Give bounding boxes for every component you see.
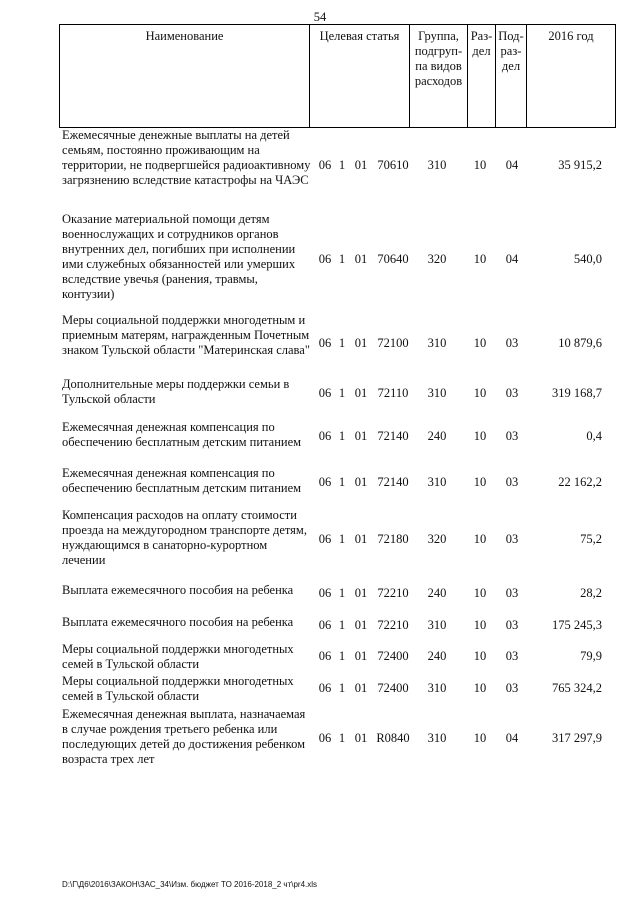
row-name: Выплата ежемесячного пособия на ребенка xyxy=(62,615,294,629)
target-subprogram: 1 xyxy=(338,475,346,489)
target-direction: R0840 xyxy=(376,730,410,745)
table-row xyxy=(0,313,640,373)
target-main-event: 01 xyxy=(354,251,368,266)
row-name: Меры социальной поддержки многодетных семей в Тульской области xyxy=(62,642,294,671)
subsection-code: 04 xyxy=(505,158,519,172)
target-direction: 72210 xyxy=(377,617,409,632)
subsection-code: 03 xyxy=(505,429,519,443)
table-row xyxy=(0,674,640,702)
amount-2016: 10 879,6 xyxy=(558,335,602,350)
target-direction: 72400 xyxy=(377,680,409,695)
subsection-code: 03 xyxy=(505,531,519,546)
amount-2016: 319 168,7 xyxy=(552,386,602,400)
target-main-event: 01 xyxy=(354,475,368,489)
target-direction: 72140 xyxy=(377,475,409,489)
target-main-event: 01 xyxy=(354,531,368,546)
target-program: 06 xyxy=(318,475,332,489)
section-code: 10 xyxy=(473,648,487,663)
target-subprogram: 1 xyxy=(338,680,346,695)
subsection-code: 03 xyxy=(505,648,519,663)
target-subprogram: 1 xyxy=(338,251,346,266)
amount-2016: 35 915,2 xyxy=(558,158,602,172)
target-direction: 72110 xyxy=(377,386,409,400)
group-code: 320 xyxy=(427,531,447,546)
target-main-event: 01 xyxy=(354,680,368,695)
row-name: Ежемесячная денежная компенсация по обеспечению бесплатным детским питанием xyxy=(62,466,302,495)
subsection-code: 03 xyxy=(505,475,519,489)
table-row xyxy=(0,508,640,570)
target-program: 06 xyxy=(318,680,332,695)
table-row xyxy=(0,583,640,603)
row-name: Ежемесячные денежные выплаты на детей семьям, постоянно проживающим на территории, не подвергшейся радиоактивному загрязнению вследствие катастрофы на ЧАЭС xyxy=(62,128,311,187)
row-name: Компенсация расходов на оплату стоимости проезда на междугородном транспорте детям, нуждающимся в санаторно-курортном лечении xyxy=(62,508,307,567)
amount-2016: 28,2 xyxy=(580,585,602,600)
amount-2016: 75,2 xyxy=(580,531,602,546)
target-subprogram: 1 xyxy=(338,585,346,600)
group-code: 310 xyxy=(427,386,447,400)
amount-2016: 175 245,3 xyxy=(552,617,602,632)
group-code: 240 xyxy=(427,648,447,663)
table-row xyxy=(0,128,640,203)
target-program: 06 xyxy=(318,585,332,600)
page-number: 54 xyxy=(313,10,327,24)
subsection-code: 03 xyxy=(505,585,519,600)
target-subprogram: 1 xyxy=(338,531,346,546)
section-code: 10 xyxy=(473,585,487,600)
row-name: Меры социальной поддержки многодетных семей в Тульской области xyxy=(62,674,294,703)
section-code: 10 xyxy=(473,429,487,443)
row-name: Выплата ежемесячного пособия на ребенка xyxy=(62,583,294,597)
row-name: Меры социальной поддержки многодетным и приемным матерям, награжденным Почетным знаком Тульской области "Материнская слава" xyxy=(62,313,310,357)
amount-2016: 317 297,9 xyxy=(552,730,602,745)
table-row xyxy=(0,466,640,499)
subsection-code: 03 xyxy=(505,386,519,400)
subsection-code: 04 xyxy=(505,730,519,745)
group-code: 240 xyxy=(427,585,447,600)
header-group: Группа, подгруп- па видов расходов xyxy=(410,25,468,127)
table-row xyxy=(0,707,640,769)
group-code: 310 xyxy=(427,680,447,695)
target-subprogram: 1 xyxy=(338,730,346,745)
target-main-event: 01 xyxy=(354,429,368,443)
row-name: Ежемесячная денежная компенсация по обеспечению бесплатным детским питанием xyxy=(62,420,302,449)
target-subprogram: 1 xyxy=(338,335,346,350)
section-code: 10 xyxy=(473,158,487,172)
target-program: 06 xyxy=(318,730,332,745)
target-main-event: 01 xyxy=(354,648,368,663)
target-program: 06 xyxy=(318,251,332,266)
group-code: 310 xyxy=(427,617,447,632)
subsection-code: 03 xyxy=(505,680,519,695)
target-direction: 72180 xyxy=(377,531,409,546)
amount-2016: 765 324,2 xyxy=(552,680,602,695)
header-section: Раз- дел xyxy=(468,25,496,127)
target-subprogram: 1 xyxy=(338,617,346,632)
header-name: Наименование xyxy=(60,25,310,127)
table-row xyxy=(0,642,640,670)
section-code: 10 xyxy=(473,680,487,695)
group-code: 240 xyxy=(427,429,447,443)
header-subsection: Под- раз- дел xyxy=(496,25,527,127)
section-code: 10 xyxy=(473,475,487,489)
section-code: 10 xyxy=(473,335,487,350)
target-main-event: 01 xyxy=(354,158,368,172)
group-code: 310 xyxy=(427,158,447,172)
table-header xyxy=(59,24,616,128)
section-code: 10 xyxy=(473,251,487,266)
target-direction: 72400 xyxy=(377,648,409,663)
target-direction: 72210 xyxy=(377,585,409,600)
target-main-event: 01 xyxy=(354,730,368,745)
target-main-event: 01 xyxy=(354,335,368,350)
target-direction: 72140 xyxy=(377,429,409,443)
header-year: 2016 год xyxy=(548,29,594,43)
amount-2016: 22 162,2 xyxy=(558,475,602,489)
section-code: 10 xyxy=(473,386,487,400)
table-row xyxy=(0,615,640,635)
target-direction: 70610 xyxy=(377,158,409,172)
target-program: 06 xyxy=(318,335,332,350)
subsection-code: 03 xyxy=(505,335,519,350)
target-subprogram: 1 xyxy=(338,648,346,663)
table-row xyxy=(0,377,640,410)
target-program: 06 xyxy=(318,617,332,632)
target-program: 06 xyxy=(318,648,332,663)
target-subprogram: 1 xyxy=(338,158,346,172)
target-program: 06 xyxy=(318,158,332,172)
row-name: Ежемесячная денежная выплата, назначаемая в случае рождения третьего ребенка или последующих детей до достижения ребенком возраста трех лет xyxy=(62,707,306,766)
section-code: 10 xyxy=(473,730,487,745)
header-target: Целевая статья xyxy=(310,25,410,127)
target-program: 06 xyxy=(318,429,332,443)
amount-2016: 79,9 xyxy=(580,648,602,663)
target-main-event: 01 xyxy=(354,585,368,600)
target-subprogram: 1 xyxy=(338,429,346,443)
target-program: 06 xyxy=(318,386,332,400)
subsection-code: 03 xyxy=(505,617,519,632)
target-direction: 72100 xyxy=(377,335,409,350)
amount-2016: 0,4 xyxy=(586,429,602,443)
subsection-code: 04 xyxy=(505,251,519,266)
table-row xyxy=(0,212,640,306)
target-subprogram: 1 xyxy=(338,386,346,400)
target-program: 06 xyxy=(318,531,332,546)
row-name: Дополнительные меры поддержки семьи в Тульской области xyxy=(62,377,290,406)
target-direction: 70640 xyxy=(377,251,409,266)
group-code: 310 xyxy=(427,335,447,350)
section-code: 10 xyxy=(473,617,487,632)
group-code: 310 xyxy=(427,730,447,745)
file-path-footer: D:\Г\Д6\2016\ЗАКОН\ЗАС_34\Изм. бюджет ТО 2016-2018_2 чт\pr4.xls xyxy=(62,880,318,889)
row-name: Оказание материальной помощи детям военнослужащих и сотрудников органов внутренних дел, погибших при исполнении ими служебных обязанностей или умерших вследствие увечья (ранения, травмы, контузии) xyxy=(62,212,296,301)
target-main-event: 01 xyxy=(354,386,368,400)
section-code: 10 xyxy=(473,531,487,546)
group-code: 310 xyxy=(427,475,447,489)
amount-2016: 540,0 xyxy=(573,251,602,266)
target-main-event: 01 xyxy=(354,617,368,632)
table-row xyxy=(0,420,640,453)
group-code: 320 xyxy=(427,251,447,266)
